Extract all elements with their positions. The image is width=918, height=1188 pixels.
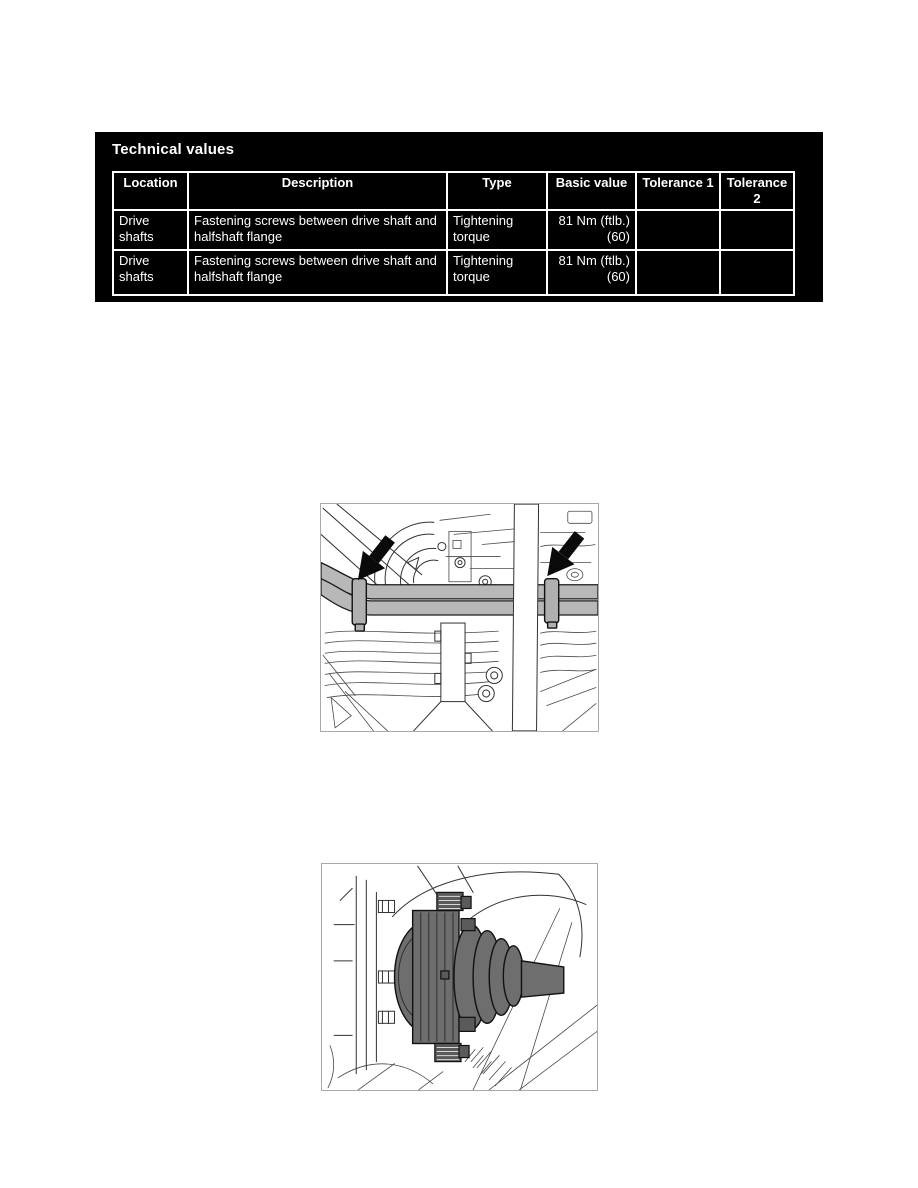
drive-shaft-inner-joint-figure [321, 863, 598, 1091]
center-bracket [414, 623, 503, 731]
cell-type: Tightening torque [447, 250, 547, 295]
hatch-marks [465, 1048, 511, 1086]
panel-title: Technical values [112, 141, 235, 158]
table-header-row [113, 172, 794, 210]
cell-location: Drive shafts [113, 210, 188, 250]
flange-disc [375, 522, 492, 595]
table-row [113, 210, 794, 250]
cell-type: Tightening torque [447, 210, 547, 250]
underbody-pipes-illustration [321, 504, 598, 731]
col-header-type: Type [447, 172, 547, 210]
cell-location: Drive shafts [113, 250, 188, 295]
col-header-description: Description [188, 172, 447, 210]
cell-description: Fastening screws between drive shaft and halfshaft flange [188, 210, 447, 250]
drive-shaft-joint-illustration [322, 864, 597, 1090]
table-row [113, 250, 794, 295]
cell-basic-value: 81 Nm (ftlb.) (60) [547, 210, 636, 250]
cell-tolerance-1 [636, 250, 720, 295]
cv-joint-assembly [395, 892, 564, 1061]
cell-tolerance-1 [636, 210, 720, 250]
underbody-rib-lines [323, 631, 498, 731]
exhaust-tunnel-pillar [512, 504, 538, 731]
technical-values-panel [95, 132, 823, 302]
cell-basic-value: 81 Nm (ftlb.) (60) [547, 250, 636, 295]
drive-shaft [521, 961, 563, 997]
cell-tolerance-2 [720, 210, 794, 250]
underbody-pipes-and-clamps-figure [320, 503, 599, 732]
col-header-tolerance-1: Tolerance 1 [636, 172, 720, 210]
col-header-tolerance-2: Tolerance 2 [720, 172, 794, 210]
halfshaft-flange-plate [334, 876, 394, 1073]
col-header-location: Location [113, 172, 188, 210]
cell-description: Fastening screws between drive shaft and halfshaft flange [188, 250, 447, 295]
technical-values-table [112, 171, 795, 296]
cell-tolerance-2 [720, 250, 794, 295]
col-header-basic-value: Basic value [547, 172, 636, 210]
